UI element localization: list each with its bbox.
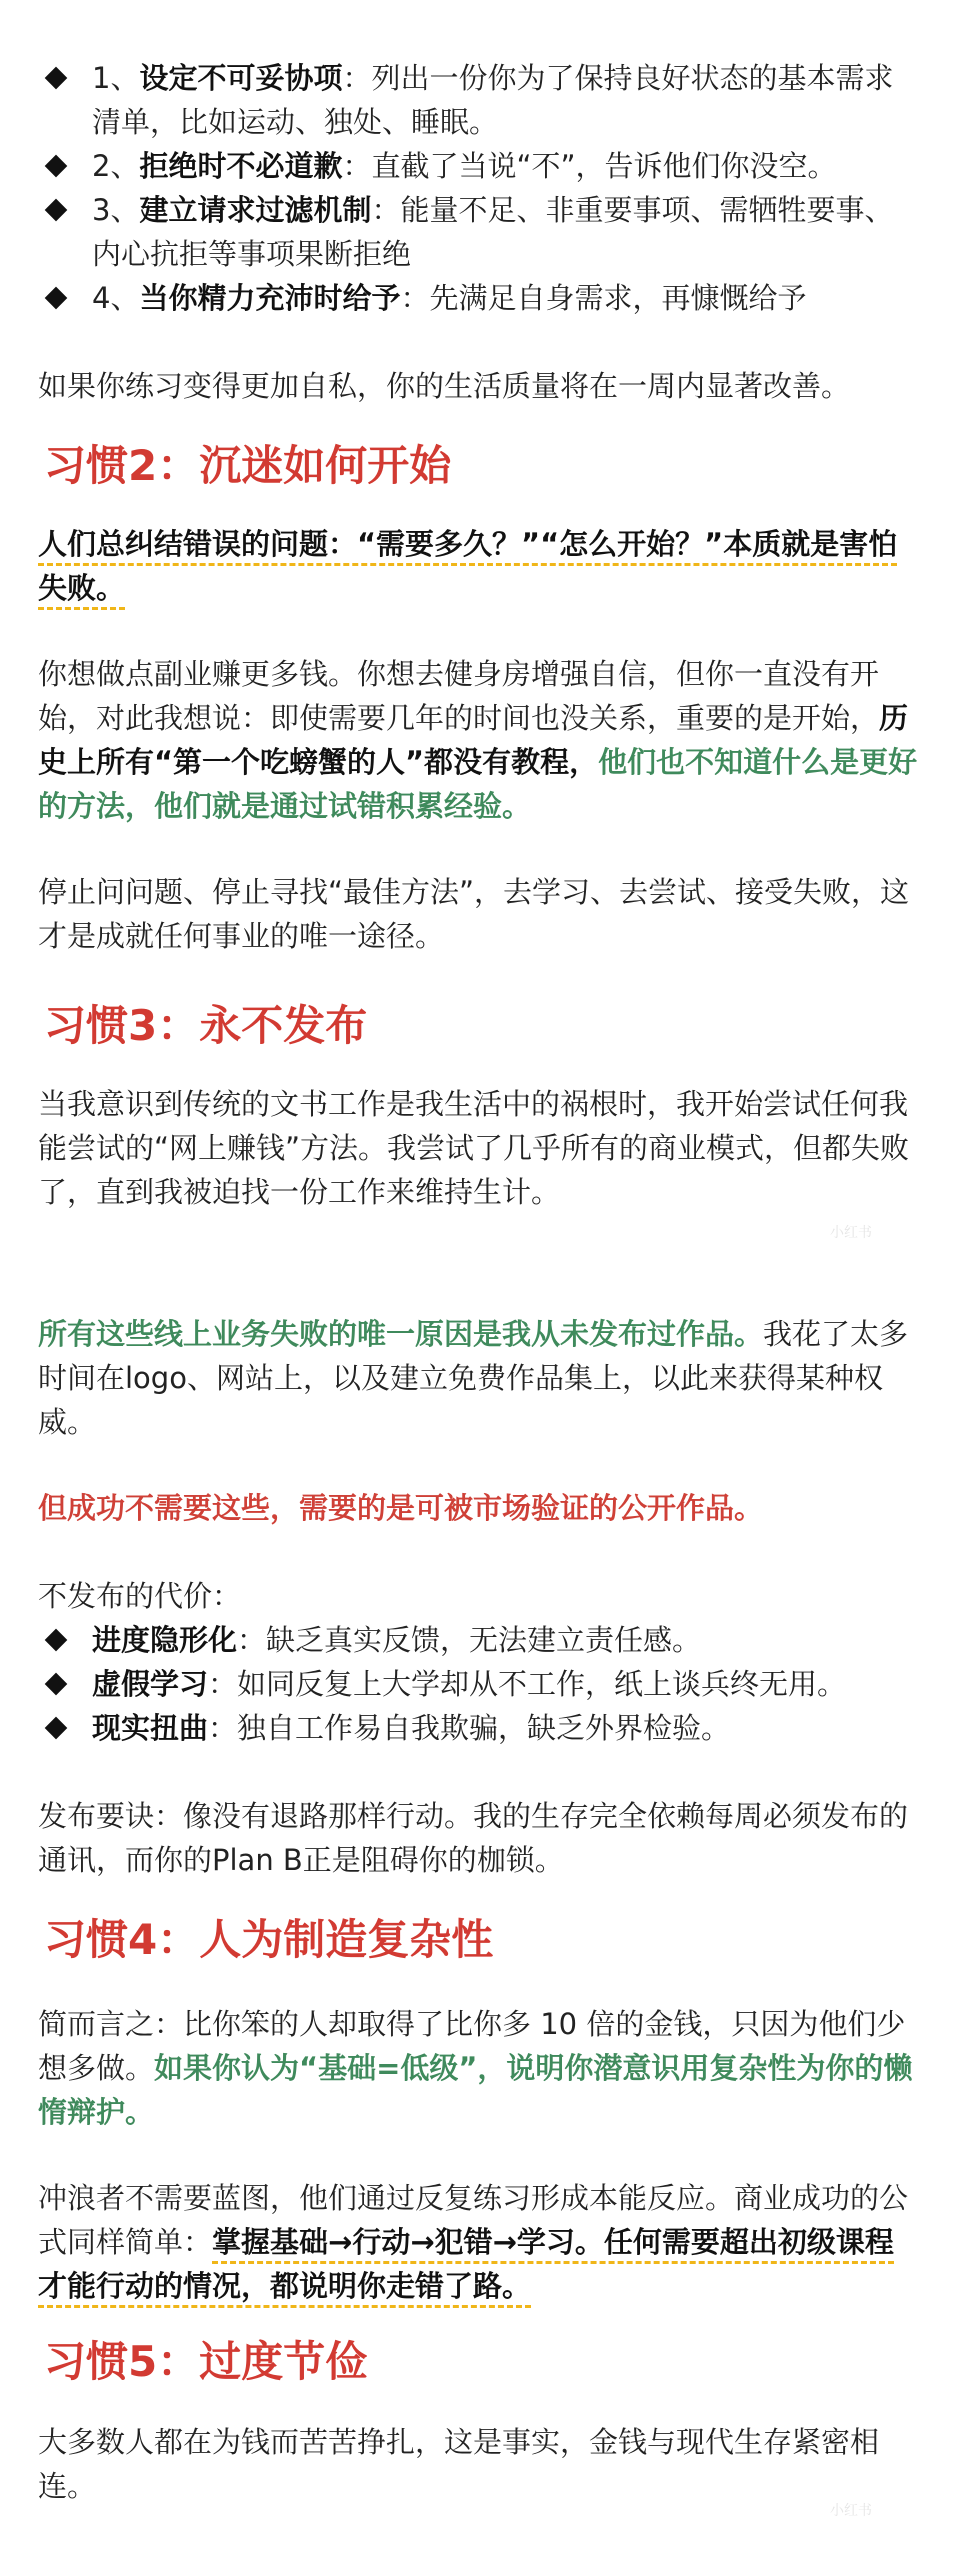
bullet-bold: 设定不可妥协项 [139, 61, 343, 95]
bullet-bold: 进度隐形化 [92, 1623, 238, 1657]
diamond-bullet-icon [45, 1629, 68, 1652]
bullet-number: 1、 [92, 61, 140, 95]
green-text: 所有这些线上业务失败的唯一原因是我从未发布过作品。 [38, 1317, 764, 1351]
text-run: 我花了太多时间在logo、网站上，以及建立免费作品集上，以此来获得某种权威。 [38, 1317, 909, 1439]
paragraph [38, 652, 922, 828]
section-heading: 习惯4：人为制造复杂性 [44, 1915, 494, 1964]
bullet-bold: 现实扭曲 [92, 1711, 209, 1745]
diamond-bullet-icon [45, 1673, 68, 1696]
highlight-text: 掌握基础→行动→犯错→学习。任何需要超出初级课程才能行动的情况，都说明你走错了路。 [38, 2225, 894, 2308]
red-text: 但成功不需要这些，需要的是可被市场验证的公开作品。 [38, 1491, 764, 1525]
bullet-text: ：如同反复上大学却从不工作，纸上谈兵终无用。 [208, 1667, 847, 1701]
paragraph: 发布要诀：像没有退路那样行动。我的生存完全依赖每周必须发布的通讯，而你的Plan B正是阻碍你的枷锁。 [38, 1799, 909, 1877]
diamond-bullet-icon [45, 155, 68, 178]
paragraph: 不发布的代价： [38, 1579, 242, 1613]
bullet-text: ：直截了当说“不”，告诉他们你没空。 [342, 149, 837, 183]
bullet-bold: 建立请求过滤机制 [139, 193, 372, 227]
bullet-number: 4、 [92, 281, 140, 315]
paragraph [38, 2002, 922, 2134]
diamond-bullet-icon [45, 1717, 68, 1740]
section-heading: 习惯2：沉迷如何开始 [44, 441, 452, 490]
green-text: 他们也不知道什么是更好的方法，他们就是通过试错积累经验。 [38, 745, 918, 823]
bullet-text: ：独自工作易自我欺骗，缺乏外界检验。 [208, 1711, 731, 1745]
diamond-bullet-icon [45, 67, 68, 90]
bullet-number: 3、 [92, 193, 140, 227]
bullet-bold: 拒绝时不必道歉 [139, 149, 343, 183]
paragraph: 停止问问题、停止寻找“最佳方法”，去学习、去尝试、接受失败，这才是成就任何事业的唯一途径。 [38, 875, 910, 953]
bullet-number: 2、 [92, 149, 140, 183]
paragraph [38, 2176, 922, 2308]
bullet-text: ：列出一份你为了保持良好状态的基本需求清单，比如运动、独处、睡眠。 [92, 61, 894, 139]
paragraph [38, 1312, 922, 1444]
paragraph: 当我意识到传统的文书工作是我生活中的祸根时，我开始尝试任何我能尝试的“网上赚钱”方法。我尝试了几乎所有的商业模式，但都失败了，直到我被迫找一份工作来维持生计。 [38, 1087, 910, 1209]
lead-paragraph [38, 522, 922, 610]
diamond-bullet-icon [45, 287, 68, 310]
bullet-text: ：先满足自身需求，再慷慨给予 [400, 281, 807, 315]
bullet-text: ：能量不足、非重要事项、需牺牲要事、内心抗拒等事项果断拒绝 [92, 193, 894, 271]
text-run: 简而言之：比你笨的人却取得了比你多 10 倍的金钱，只因为他们少想多做。 [38, 2007, 906, 2085]
green-text: 如果你认为“基础=低级”，说明你潜意识用复杂性为你的懒惰辩护。 [38, 2051, 913, 2129]
red-paragraph [38, 1486, 922, 1530]
text-run: 冲浪者不需要蓝图，他们通过反复练习形成本能反应。商业成功的公式同样简单： [38, 2181, 909, 2259]
section-heading: 习惯3：永不发布 [44, 1001, 368, 1050]
paragraph: 大多数人都在为钱而苦苦挣扎，这是事实，金钱与现代生存紧密相连。 [38, 2425, 880, 2503]
diamond-bullet-icon [45, 199, 68, 222]
text-run: 你想做点副业赚更多钱。你想去健身房增强自信，但你一直没有开始，对此我想说：即使需要几年的时间也没关系，重要的是开始， [38, 657, 880, 735]
bold-text: 历史上所有“第一个吃螃蟹的人”都没有教程， [38, 701, 909, 779]
highlight-text: 人们总纠结错误的问题：“需要多久？”“怎么开始？”本质就是害怕失败。 [38, 527, 897, 610]
bullet-bold: 当你精力充沛时给予 [139, 281, 401, 315]
section-heading: 习惯5：过度节俭 [44, 2337, 368, 2386]
paragraph: 如果你练习变得更加自私，你的生活质量将在一周内显著改善。 [38, 369, 851, 403]
bullet-bold: 虚假学习 [92, 1667, 209, 1701]
watermark: 小红书 [830, 2503, 872, 2519]
watermark: 小红书 [830, 1225, 872, 1241]
bullet-text: ：缺乏真实反馈，无法建立责任感。 [237, 1623, 702, 1657]
